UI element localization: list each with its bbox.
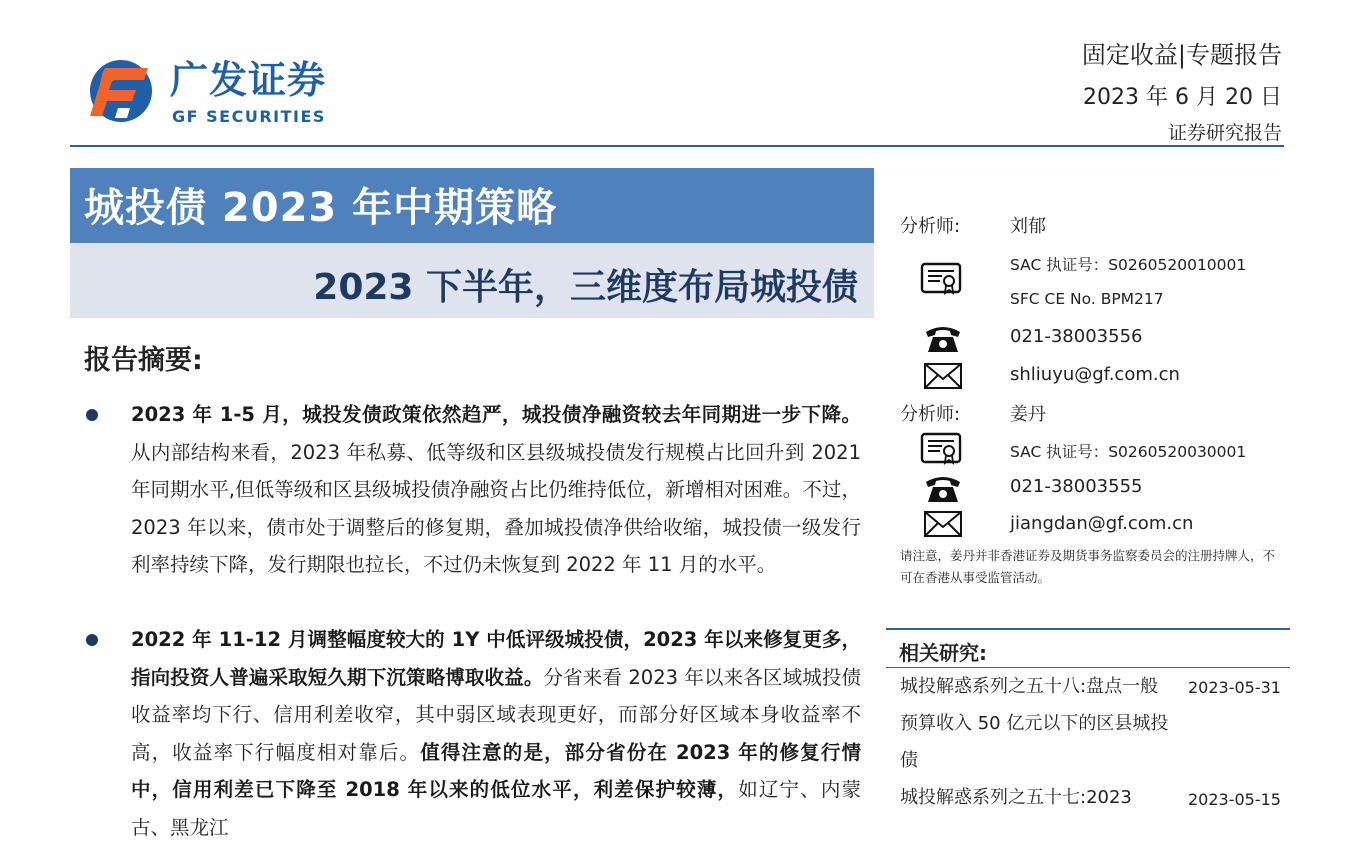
related-divider-top (886, 628, 1290, 630)
brand-name-en: GF SECURITIES (172, 107, 326, 126)
phone-icon (922, 472, 964, 506)
analyst-2-name: 姜丹 (1010, 404, 1046, 425)
paragraph-2-body-2: 如辽宁、内蒙古、黑龙江 (131, 778, 861, 839)
header-divider (70, 145, 1284, 147)
analyst-2-phone: 021-38003555 (1010, 476, 1143, 497)
email-icon (922, 508, 964, 542)
bullet-point (86, 634, 98, 646)
certificate-icon (920, 262, 962, 296)
related-research-heading: 相关研究: (899, 641, 987, 665)
analyst-label: 分析师: (900, 216, 961, 237)
certificate-icon (920, 432, 962, 466)
paragraph-1-highlight: 2023 年 1-5 月，城投发债政策依然趋严，城投债净融资较去年同期进一步下降。 (131, 403, 861, 426)
summary-paragraph-2 (131, 621, 861, 846)
related-item-date: 2023-05-15 (1188, 790, 1281, 809)
related-item-title[interactable]: 城投解惑系列之五十八:盘点一般预算收入 50 亿元以下的区县城投债 (900, 676, 1169, 771)
disclaimer-note: 请注意，姜丹并非香港证券及期货事务监察委员会的注册持牌人，不可在香港从事受监管活动。 (900, 548, 1276, 585)
analyst-1-sfc: SFC CE No. BPM217 (1010, 290, 1164, 308)
report-subtitle: 2023 下半年，三维度布局城投债 (313, 267, 858, 308)
phone-icon (922, 322, 964, 356)
paragraph-2-highlight-2: 值得注意的是，部分省份在 2023 年的修复行情中，信用利差已下降至 2018 年以来的低位水平，利差保护较薄， (131, 740, 861, 801)
analyst-1-phone: 021-38003556 (1010, 326, 1143, 347)
related-item-title[interactable]: 城投解惑系列之五十七:2023 (900, 787, 1132, 808)
paragraph-2-body: 分省来看 2023 年以来各区域城投债收益率均下行、信用利差收窄，其中弱区域表现更好，而部分好区域本身收益率不高，收益率下行幅度相对靠后。 (131, 665, 861, 764)
report-date: 2023 年 6 月 20 日 (1083, 85, 1282, 110)
email-icon (922, 360, 964, 394)
brand-name-cn: 广发证券 (170, 58, 327, 102)
paragraph-2-highlight: 2022 年 11-12 月调整幅度较大的 1Y 中低评级城投债，2023 年以来修复更多，指向投资人普遍采取短久期下沉策略博取收益。 (131, 628, 861, 689)
report-category: 固定收益|专题报告 (1081, 41, 1282, 69)
report-type: 证券研究报告 (1167, 122, 1282, 144)
paragraph-1-body: 从内部结构来看，2023 年私募、低等级和区县级城投债发行规模占比回升到 2021 年同期水平,但低等级和区县级城投债净融资占比仍维持低位，新增相对困难。不过，2023 年以来，债市处于调整后的修复期，叠加城投债净供给收缩，城投债一级发行利率持续下降，发行期限也拉长，不过仍未恢复到 2022 年 11 月的水平。 (131, 440, 861, 576)
gf-logo-icon (86, 56, 160, 126)
summary-heading: 报告摘要: (84, 345, 203, 376)
analyst-1-sac: SAC 执证号：S0260520010001 (1010, 256, 1247, 274)
bullet-point (86, 409, 98, 421)
related-item-date: 2023-05-31 (1188, 678, 1281, 697)
analyst-1-name: 刘郁 (1010, 216, 1046, 237)
report-title: 城投债 2023 年中期策略 (84, 185, 558, 231)
summary-paragraph-1 (131, 396, 861, 584)
analyst-label: 分析师: (900, 404, 961, 425)
analyst-1-email[interactable]: shliuyu@gf.com.cn (1010, 364, 1180, 385)
analyst-2-sac: SAC 执证号：S0260520030001 (1010, 443, 1247, 461)
analyst-2-email[interactable]: jiangdan@gf.com.cn (1010, 513, 1194, 534)
